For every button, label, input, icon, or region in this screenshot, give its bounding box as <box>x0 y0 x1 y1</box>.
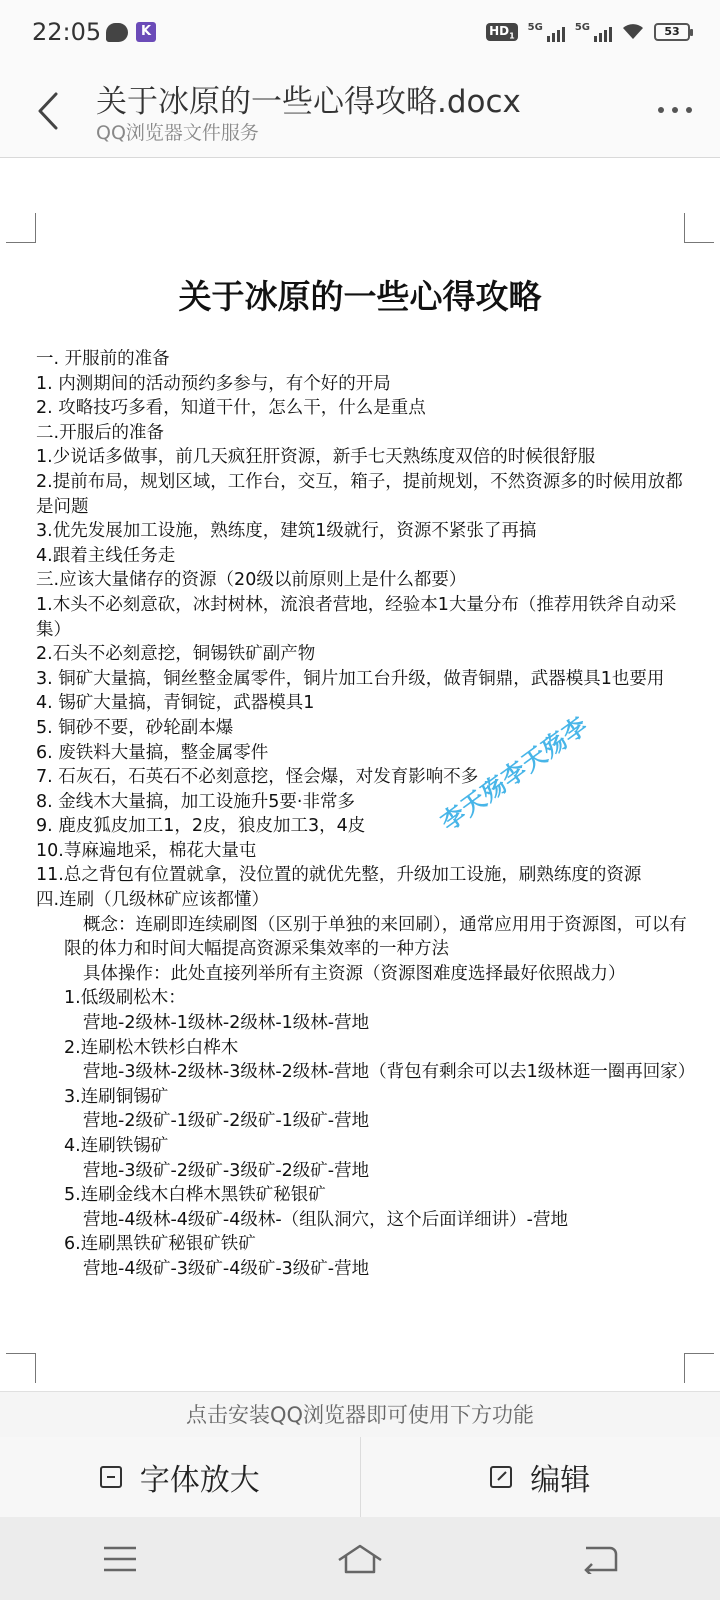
status-bar <box>0 0 720 62</box>
page-corner-mark <box>6 213 36 243</box>
menu-icon <box>102 1545 138 1573</box>
document-heading: 关于冰原的一些心得攻略 <box>178 277 542 316</box>
document-line: 一. 开服前的准备 <box>36 349 170 369</box>
dot-icon <box>686 107 692 113</box>
back-icon <box>582 1544 618 1574</box>
system-nav-bar <box>0 1517 720 1600</box>
document-line: 2.提前布局，规划区域，工作台，交互，箱子，提前规划，不然资源多的时候用放都是问题 <box>36 471 683 517</box>
page-subtitle: QQ浏览器文件服务 <box>96 122 259 144</box>
document-line: 8. 金线木大量搞，加工设施升5要·非常多 <box>36 791 355 812</box>
document-line: 概念：连刷即连续刷图（区别于单独的来回刷），通常应用用于资源图，可以有限的体力和时间大幅提高资源采集效率的一种方法 <box>64 914 687 960</box>
document-line: 营地-3级矿-2级矿-3级矿-2级矿-营地 <box>83 1160 370 1181</box>
document-line: 3.连刷铜锡矿 <box>64 1086 169 1107</box>
document-line: 4.连刷铁锡矿 <box>64 1136 169 1156</box>
document-line: 1.低级刷松木： <box>64 988 186 1009</box>
document-line: 四.连刷（几级林矿应该都懂） <box>36 890 270 911</box>
document-line: 6.连刷黑铁矿秘银矿铁矿 <box>64 1234 256 1255</box>
battery-icon: 53 <box>654 23 690 41</box>
document-line: 营地-2级林-1级林-2级林-1级林-营地 <box>83 1013 370 1034</box>
document-line: 营地-2级矿-1级矿-2级矿-1级矿-营地 <box>83 1111 370 1132</box>
back-button[interactable] <box>30 86 70 136</box>
document-line: 6. 废铁料大量搞，整金属零件 <box>36 742 269 763</box>
page-corner-mark <box>684 213 714 243</box>
font-size-icon <box>100 1466 122 1488</box>
document-line: 2. 攻略技巧多看，知道干什，怎么干，什么是重点 <box>36 398 426 419</box>
status-indicators <box>486 20 690 44</box>
document-line: 5. 铜砂不要，砂轮副本爆 <box>36 717 234 738</box>
document-line: 1.木头不必刻意砍，冰封树林，流浪者营地，经验本1大量分布（推荐用铁斧自动采集） <box>36 594 677 640</box>
document-line: 10.荨麻遍地采，棉花大量屯 <box>36 840 257 861</box>
font-enlarge-label: 字体放大 <box>139 1463 260 1498</box>
watermark-text: 李天殇李天殇李 <box>435 710 594 837</box>
page-corner-mark <box>684 1353 714 1383</box>
document-line: 营地-4级矿-3级矿-4级矿-3级矿-营地 <box>83 1258 370 1279</box>
home-icon <box>336 1543 384 1575</box>
document-line: 三.应该大量储存的资源（20级以前原则上是什么都要） <box>36 570 467 591</box>
document-line: 7. 石灰石，石英石不必刻意挖，怪会爆，对发育影响不多 <box>36 767 479 788</box>
dot-icon <box>672 107 678 113</box>
page-corner-mark <box>6 1353 36 1383</box>
edit-button[interactable] <box>360 1437 720 1517</box>
document-line: 4. 锡矿大量搞，青铜锭，武器模具1 <box>36 693 315 714</box>
back-nav-button[interactable] <box>560 1529 640 1589</box>
title-bar <box>0 62 720 158</box>
back-arrow-icon <box>30 86 70 136</box>
wifi-icon <box>622 24 644 40</box>
document-body <box>36 347 696 1282</box>
document-line: 2.石头不必刻意挖，铜锡铁矿副产物 <box>36 644 316 665</box>
edit-icon <box>490 1466 512 1488</box>
font-enlarge-button[interactable] <box>0 1437 360 1517</box>
edit-label: 编辑 <box>530 1463 591 1498</box>
document-line: 11.总之背包有位置就拿，没位置的就优先整，升级加工设施，刷熟练度的资源 <box>36 865 642 886</box>
document-line: 二.开服后的准备 <box>36 422 165 443</box>
tool-row <box>0 1437 720 1517</box>
document-page[interactable] <box>0 159 720 1391</box>
document-line: 2.连刷松木铁杉白桦木 <box>64 1037 239 1058</box>
document-line: 5.连刷金线木白桦木黑铁矿秘银矿 <box>64 1185 326 1206</box>
document-line: 1. 内测期间的活动预约多参与，有个好的开局 <box>36 373 391 394</box>
signal-strength-icon-2: 5G <box>575 22 612 42</box>
dot-icon <box>658 107 664 113</box>
document-line: 1.少说话多做事，前几天疯狂肝资源，新手七天熟练度双倍的时候很舒服 <box>36 447 596 468</box>
document-line: 4.跟着主线任务走 <box>36 545 176 566</box>
document-line: 营地-4级林-4级矿-4级林-（组队洞穴，这个后面详细讲）-营地 <box>83 1209 568 1230</box>
document-line: 具体操作：此处直接列举所有主资源（资源图难度选择最好依照战力） <box>83 963 626 984</box>
status-time: 22:05 <box>32 18 102 46</box>
install-hint[interactable]: 点击安装QQ浏览器即可使用下方功能 <box>0 1391 720 1437</box>
home-button[interactable] <box>320 1529 400 1589</box>
app-notification-icon: K <box>136 22 156 42</box>
signal-strength-icon: 5G <box>528 22 565 42</box>
menu-button[interactable] <box>80 1529 160 1589</box>
page-title: 关于冰原的一些心得攻略.docx <box>96 84 521 120</box>
more-options-button[interactable] <box>652 94 698 126</box>
document-line: 3.优先发展加工设施，熟练度，建筑1级就行，资源不紧张了再搞 <box>36 521 537 542</box>
document-line: 营地-3级林-2级林-3级林-2级林-营地（背包有剩余可以去1级林逛一圈再回家） <box>83 1062 696 1083</box>
chat-notification-icon <box>106 23 128 42</box>
document-line: 3. 铜矿大量搞，铜丝整金属零件，铜片加工台升级，做青铜鼎，武器模具1也要用 <box>36 668 665 689</box>
document-line: 9. 鹿皮狐皮加工1，2皮，狼皮加工3，4皮 <box>36 816 366 837</box>
hd-voice-icon: $HD_1$ <box>486 23 518 41</box>
